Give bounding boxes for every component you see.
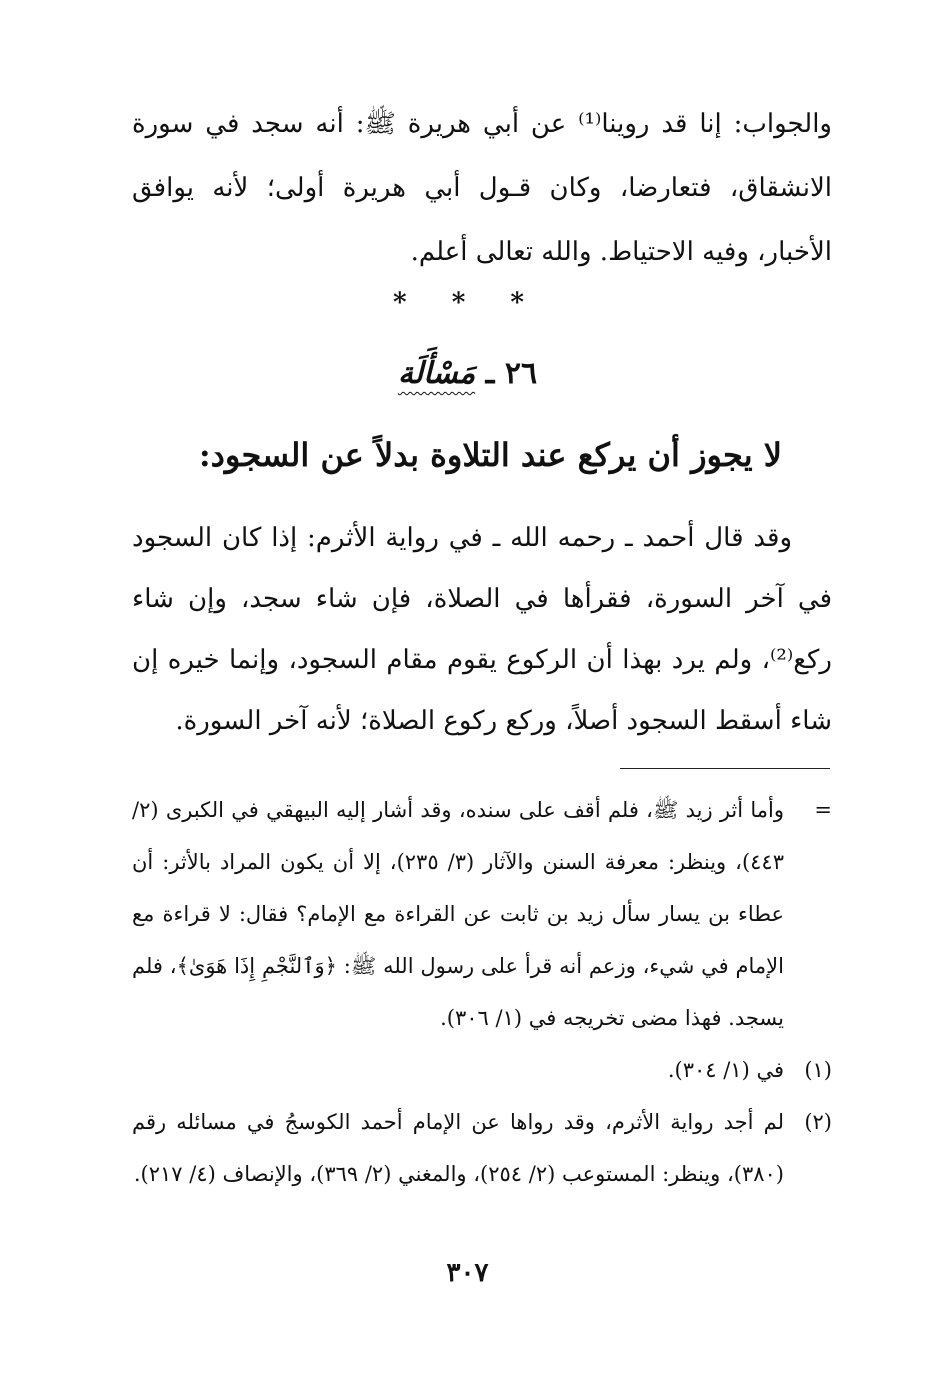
footnote-2 [132,1096,832,1200]
section-heading: لا يجوز أن يركع عند التلاوة بدلاً عن السجود: [198,436,782,474]
footnote-text: في (١/ ٣٠٤). [667,1058,784,1082]
footnotes [132,784,832,1200]
masala-title [0,356,935,391]
footnote-1 [132,1044,832,1096]
section-separator: * * * [393,288,542,318]
masala-word: مَسْأَلَة [397,356,476,391]
footnote-text: لم أجد رواية الأثرم، وقد رواها عن الإمام أحمد الكوسجُ في مسائله رقم (٣٨٠)، وينظر: المستوعب (٢/ ٢٥٤)، والمغني (٢/ ٣٦٩)، والإنصاف (٤/ ٢١٧). [132,1110,784,1186]
footnote-continuation [132,784,832,1044]
intro-paragraph: والجواب: إنا قد روينا⁽¹⁾ عن أبي هريرة ﷺ: أنه سجد في سورة الانشقاق، فتعارضا، وكان قـول أبي هريرة أولى؛ لأنه يوافق الأخبار، وفيه الاحتياط. والله تعالى أعلم. [132,109,832,267]
footnote-marker: = [814,798,832,822]
footnote-divider [620,768,830,769]
page-number: ٣٠٧ [446,1258,489,1288]
footnote-marker: (١) [804,1058,832,1082]
footnote-marker: (٢) [804,1110,832,1134]
footnote-text: وأما أثر زيد ﷺ، فلم أقف على سنده، وقد أشار إليه البيهقي في الكبرى (٢/ ٤٤٣)، وينظر: معرفة السنن والآثار (٣/ ٢٣٥)، إلا أن يكون المراد بالأثر: أن عطاء بن يسار سأل زيد بن ثابت عن القراءة مع الإمام؟ فقال: لا قراءة مع الإمام في شيء، وزعم أنه قرأ على رسول الله ﷺ: ﴿وَٱلنَّجْمِ إِذَا هَوَىٰ﴾، فلم يسجد. فهذا مضى تخريجه في (١/ ٣٠٦). [132,798,784,1030]
masala-number: ٢٦ ـ [485,356,538,391]
main-paragraph: وقد قال أحمد ـ رحمه الله ـ في رواية الأثرم: إذا كان السجود في آخر السورة، فقرأها في الصلاة، فإن شاء سجد، وإن شاء ركع⁽²⁾، ولم يرد بهذا أن الركوع يقوم مقام السجود، وإنما خيره إن شاء أسقط السجود أصلاً، وركع ركوع الصلاة؛ لأنه آخر السورة. [132,523,832,736]
